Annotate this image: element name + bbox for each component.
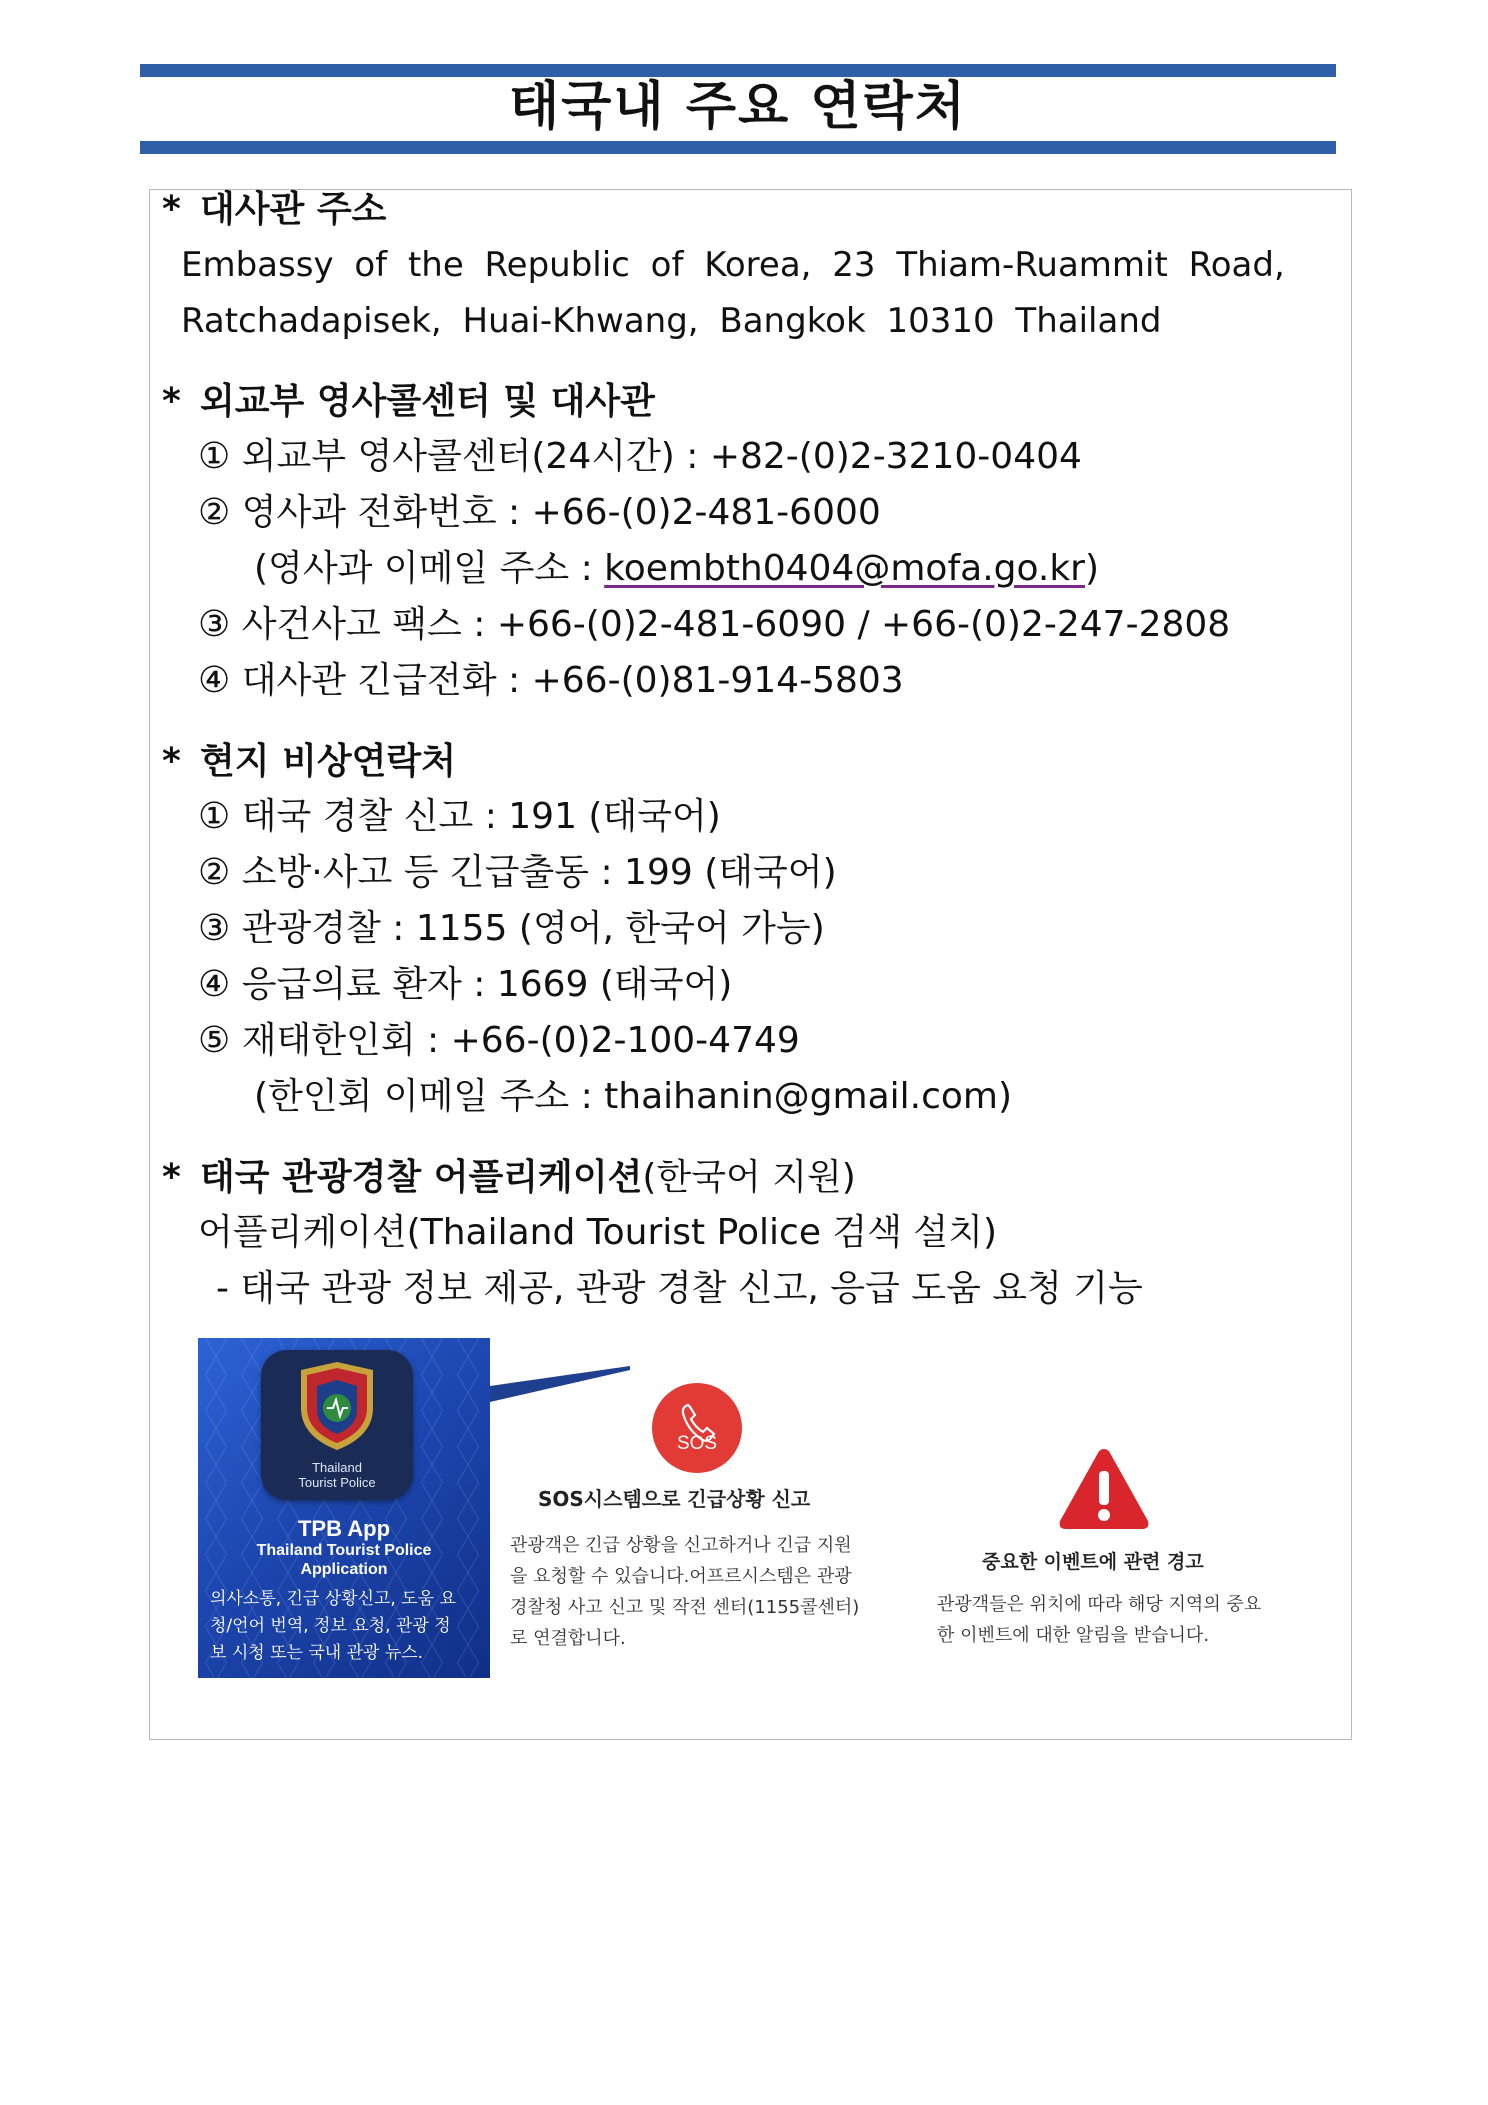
app-features: - 태국 관광 정보 제공, 관광 경찰 신고, 응급 도움 요청 기능	[216, 1268, 1143, 1309]
local-item: ③ 관광경찰 : 1155 (영어, 한국어 가능)	[198, 908, 825, 949]
phone-icon	[652, 1383, 742, 1473]
app-icon: Thailand Tourist Police	[261, 1350, 413, 1500]
consular-item: ② 영사과 전화번호 : +66-(0)2-481-6000	[198, 492, 881, 533]
app-description: 의사소통, 긴급 상황신고, 도움 요 청/언어 번역, 정보 요청, 관광 정 보 시청 또는 국내 관광 뉴스.	[210, 1589, 456, 1663]
embassy-address-line2: Ratchadapisek, Huai-Khwang, Bangkok 10310 Thailand	[181, 301, 1162, 341]
local-item: ④ 응급의료 환자 : 1669 (태국어)	[198, 964, 733, 1005]
local-item: ⑤ 재태한인회 : +66-(0)2-100-4749	[198, 1020, 800, 1061]
page-title: 태국내 주요 연락처	[508, 77, 968, 137]
sos-icon-label: SOS	[676, 1433, 718, 1454]
app-heading: * 태국 관광경찰 어플리케이션(한국어 지원)	[162, 1157, 856, 1198]
police-badge-icon	[261, 1356, 413, 1456]
local-item: ② 소방·사고 등 긴급출동 : 199 (태국어)	[198, 852, 837, 893]
app-subtitle: Thailand Tourist Police	[256, 1542, 432, 1559]
alert-description: 관광객들은 위치에 따라 해당 지역의 중요 한 이벤트에 대한 알림을 받습니다.	[937, 1594, 1262, 1646]
consular-item: ① 외교부 영사콜센터(24시간) : +82-(0)2-3210-0404	[198, 436, 1082, 477]
sos-icon	[652, 1383, 742, 1473]
tpb-app-promo-image	[198, 1338, 490, 1678]
local-item: ① 태국 경찰 신고 : 191 (태국어)	[198, 796, 721, 837]
consular-item: ④ 대사관 긴급전화 : +66-(0)81-914-5803	[198, 660, 904, 701]
warning-icon	[1056, 1445, 1152, 1533]
consular-email-line: (영사과 이메일 주소 : koembth0404@mofa.go.kr)	[254, 548, 1100, 589]
consular-email-link[interactable]: koembth0404@mofa.go.kr	[604, 548, 1085, 589]
sos-description: 관광객은 긴급 상황을 신고하거나 긴급 지원 을 요청할 수 있습니다.어프르시스템은 관광 경찰청 사고 신고 및 작전 센터(1155콜센터) 로 연결합니다.	[510, 1535, 860, 1649]
app-subtitle: Application	[300, 1561, 388, 1578]
consular-item: ③ 사건사고 팩스 : +66-(0)2-481-6090 / +66-(0)2-247-2808	[198, 604, 1231, 645]
app-name: TPB App	[297, 1516, 391, 1541]
decorative-stripe	[490, 1366, 630, 1402]
consular-heading: * 외교부 영사콜센터 및 대사관	[162, 381, 655, 422]
local-heading: * 현지 비상연락처	[162, 741, 456, 782]
embassy-heading: * 대사관 주소	[162, 189, 387, 230]
local-email-line: (한인회 이메일 주소 : thaihanin@gmail.com)	[254, 1076, 1013, 1117]
app-subline: 어플리케이션(Thailand Tourist Police 검색 설치)	[198, 1212, 998, 1253]
title-rule-bottom	[140, 141, 1336, 154]
alert-title: 중요한 이벤트에 관련 경고	[982, 1551, 1204, 1573]
embassy-address-line1: Embassy of the Republic of Korea, 23 Thiam-Ruammit Road,	[181, 245, 1285, 285]
sos-title: SOS시스템으로 긴급상황 신고	[538, 1487, 811, 1511]
